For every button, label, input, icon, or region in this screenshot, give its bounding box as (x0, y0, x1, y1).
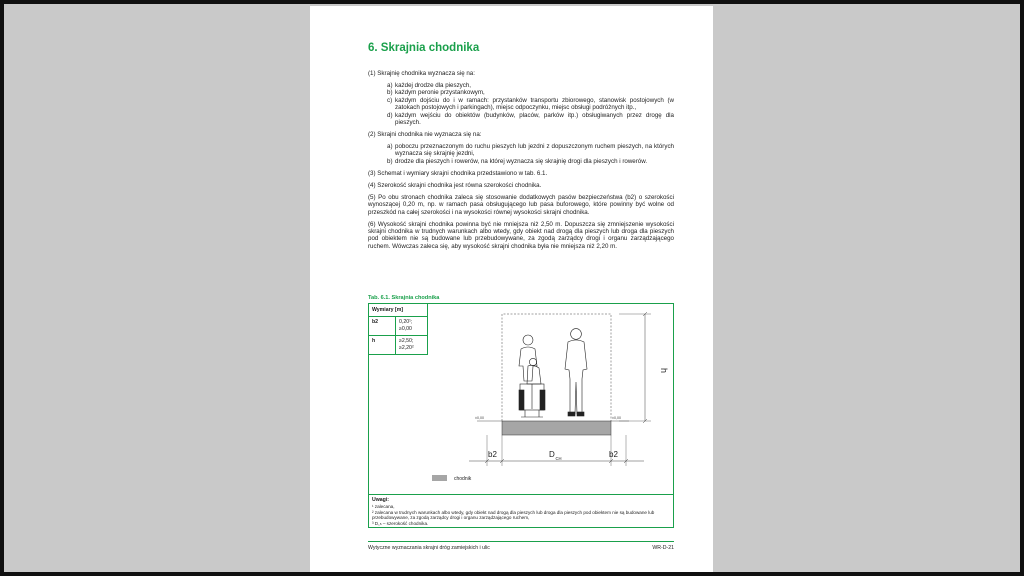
list-marker: c) (387, 96, 393, 104)
list-item (368, 143, 674, 158)
clearance-diagram (429, 304, 674, 494)
list-item-text: każdym dojściu do i w ramach: przystanków transportu zbiorowego, stanowisk postojowych (w zatokach postojowych i parkingach), miejsc odpoczynku, miejsc obsługi podróżnych itp., (395, 96, 674, 112)
section-title: 6. Skrajnia chodnika (368, 42, 480, 54)
paragraph: (2) Skrajni chodnika nie wyznacza się na: (368, 131, 482, 139)
table-caption: Tab. 6.1. Skrajnia chodnika (368, 295, 440, 301)
legend-label: chodnik (454, 476, 472, 482)
table-row (369, 336, 428, 355)
page-footer (368, 541, 674, 551)
footer-title: Wytyczne wyznaczania skrajni dróg zamiejskich i ulic (368, 545, 490, 551)
label-d-sub: CH (555, 456, 562, 461)
note-line: ² zalecana w trudnych warunkach albo wtedy, gdy obiekt nad drogą dla pieszych lub droga dla pieszych pod obiektem nie są budowane lub przebudowywane, za zgodą zarządcy drogi i organu zarządzającego ruchem, (372, 509, 655, 521)
level-right: ±0,00 (612, 416, 621, 420)
list-marker: b) (387, 89, 393, 97)
list-item (368, 89, 674, 96)
sidewalk-slab (502, 421, 611, 435)
paragraph: (6) Wysokość skrajni chodnika powinna być nie mniejsza niż 2,50 m. Dopuszcza się zmniejszenie wysokości skrajni chodnika w trudnych warunkach albo wtedy, gdy obiekt nad drogą dla pieszych lub droga dla pieszych pod obiektem nie są budowane lub przebudowywane, za zgodą zarządcy drogi i organu zarządzającego ruchem. Wówczas zaleca się, aby wysokość skrajni chodnika była nie mniejsza niż 2,20 m. (368, 220, 674, 250)
pedestrian-figure-icon (565, 329, 587, 416)
list-marker: a) (387, 143, 393, 151)
table-notes (369, 494, 673, 530)
list-item (368, 82, 674, 89)
footer-code: WR-D-21 (652, 545, 674, 551)
notes-heading: Uwagi: (372, 497, 390, 503)
list (368, 143, 674, 165)
label-h: h (659, 368, 669, 374)
list-item-text: każdej drodze dla pieszych, (395, 82, 472, 89)
list-item (368, 158, 674, 165)
level-left: ±0,00 (475, 416, 484, 420)
wheelchair-figure-icon (519, 335, 545, 417)
clearance-outline (502, 314, 611, 421)
paragraph: (1) Skrajnię chodnika wyznacza się na: (368, 70, 475, 77)
list (368, 82, 674, 126)
dimensions-table (369, 304, 428, 355)
section-body (368, 70, 674, 255)
list-item (368, 112, 674, 127)
paragraph: (4) Szerokość skrajni chodnika jest równa szerokości chodnika. (368, 181, 542, 189)
label-b2-left: b2 (488, 450, 497, 459)
list-marker: a) (387, 82, 393, 89)
table-row (369, 317, 428, 336)
paragraph: (3) Schemat i wymiary skrajni chodnika przedstawiono w tab. 6.1. (368, 169, 548, 177)
note-line: ¹ zalecana, (372, 503, 395, 509)
label-d: D (549, 450, 555, 459)
paragraph: (5) Po obu stronach chodnika zaleca się stosowanie dodatkowych pasów bezpieczeństwa (b2) o szerokości wynoszącej 0,20 m, np. w ramach pasa obsługującego lub pasa buforowego, które powinny być wolne od przeszkód na całej szerokości i na wysokości równej wysokości skrajni chodnika. (368, 193, 674, 216)
table-6-1 (368, 303, 674, 528)
document-page (310, 6, 713, 572)
note-line: ³ D꜀ₕ – szerokość chodnika. (372, 521, 429, 527)
list-item-text: drodze dla pieszych i rowerów, na której wyznacza się skrajnię drogi dla pieszych i rowerów. (395, 157, 648, 165)
dimensions-header: Wymiary [m] (369, 304, 428, 317)
dimension-key: h (369, 336, 396, 355)
label-b2-right: b2 (609, 450, 618, 459)
list-item (368, 97, 674, 112)
list-item-text: poboczu przeznaczonym do ruchu pieszych lub jezdni z dopuszczonym ruchem pieszych, na których wyznacza się skrajnię jezdni, (395, 143, 674, 158)
dimension-key: b2 (369, 317, 396, 336)
document-viewer[interactable] (4, 4, 1020, 572)
list-item-text: każdym peronie przystankowym, (395, 89, 485, 97)
legend-swatch (432, 475, 447, 481)
list-marker: d) (387, 111, 393, 119)
dimension-value: ≥2,50; ≥2,20² (396, 336, 428, 355)
list-marker: b) (387, 157, 393, 165)
dimension-value: 0,20¹; ≥0,00 (396, 317, 428, 336)
list-item-text: każdym wejściu do obiektów (budynków, placów, parków itp.) obsługiwanych przez drogę dla pieszych. (395, 111, 674, 127)
